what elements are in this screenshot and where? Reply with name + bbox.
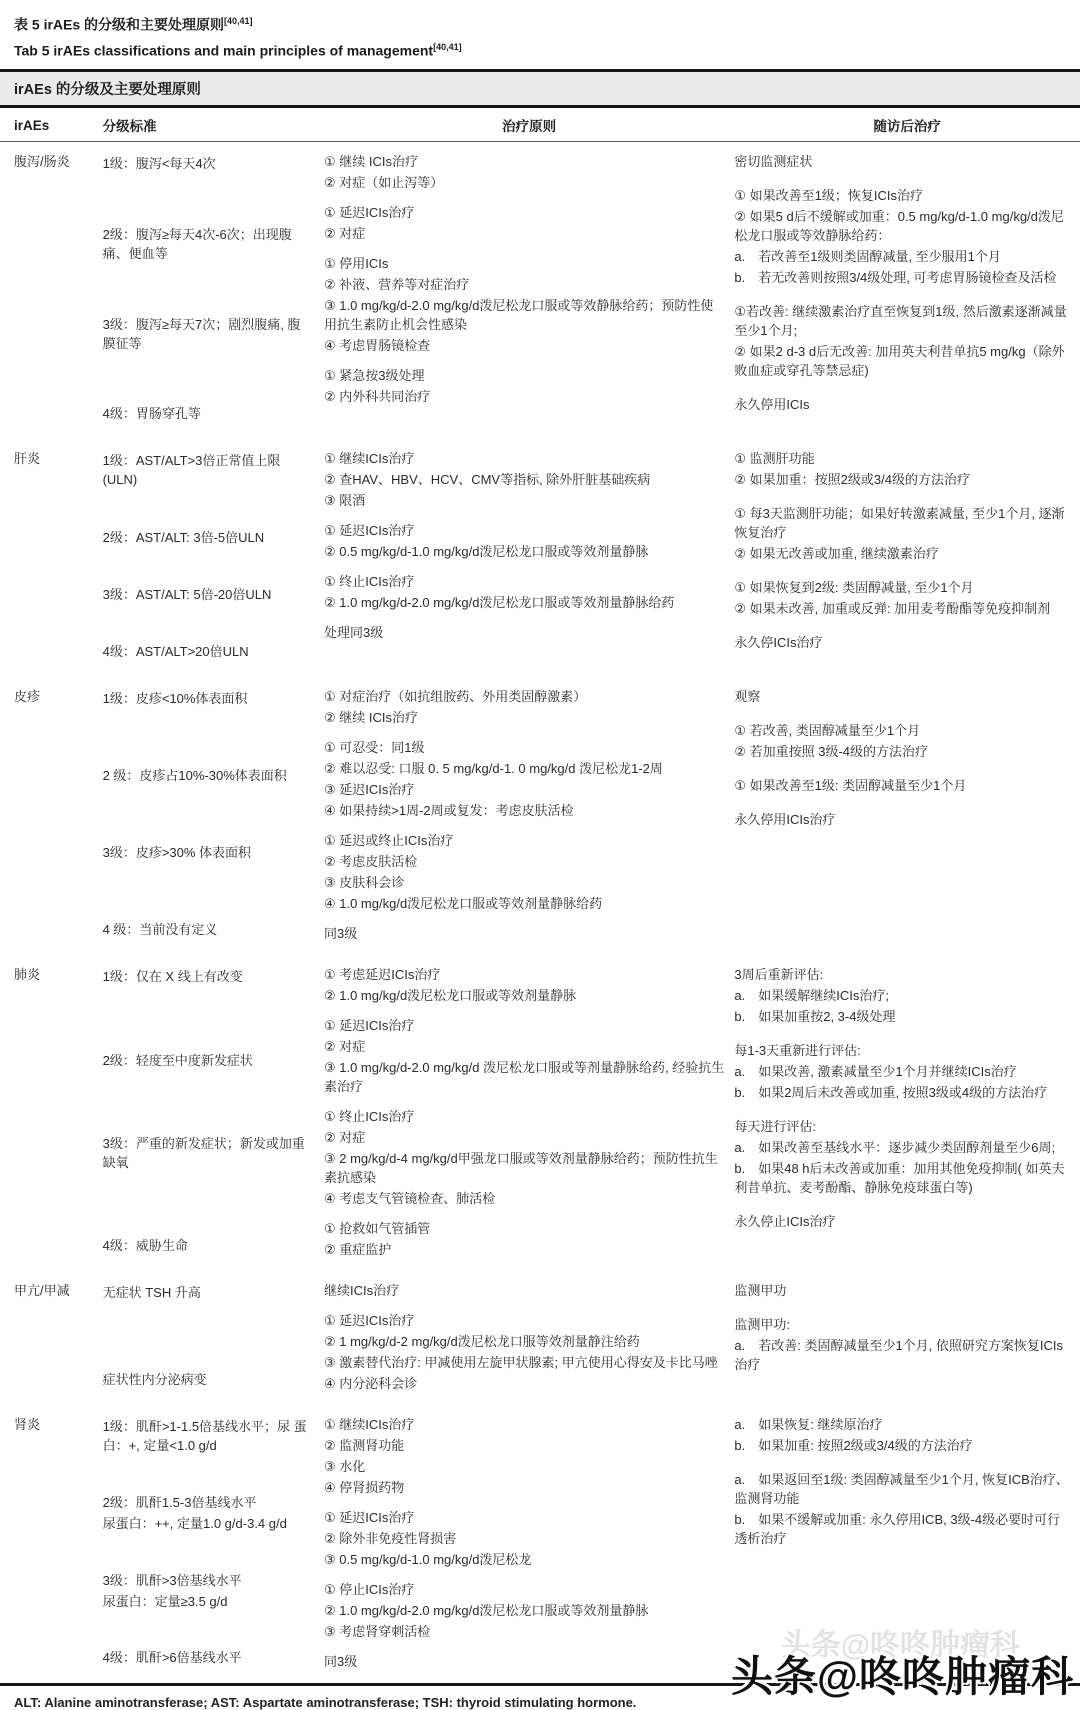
treatment-cell [324,677,734,955]
irae-table [0,108,1080,1686]
text-line: ④ 内分泌科会诊 [323,1376,418,1392]
grade-block [324,1281,724,1300]
text-line: ③ 皮肤科会诊 [323,875,405,891]
caption-zh-text: 表 5 irAEs 的分级和主要处理原则 [14,16,225,33]
grade-block [734,1117,1070,1197]
caption-zh [14,10,1066,36]
text-line: 1级：肌酐>1-1.5倍基线水平；尿 蛋白：+, 定量<1.0 g/d [102,1419,307,1454]
text-line: 观察 [734,689,761,705]
text-line: 永久停止ICIs治疗 [734,1214,836,1230]
grade-block [734,1281,1070,1300]
text-line: ④ 如果持续>1周-2周或复发：考虑皮肤活检 [323,803,574,819]
treatment-cell [324,1405,734,1685]
text-line: 密切监测症状 [734,154,813,170]
text-line: ② 考虑皮肤活检 [323,854,418,870]
treatment-cell [324,1271,734,1405]
grade-block [103,843,312,864]
text-line: 4级：胃肠穿孔等 [102,406,201,422]
grade-block [103,585,312,606]
text-line: ① 如果恢复到2级: 类固醇减量, 至少1个月 [734,580,974,596]
irae-row [0,1271,1080,1405]
grade-block [734,1415,1070,1455]
grade-block [324,152,724,192]
text-line: ④ 考虑胃肠镜检查 [323,338,431,354]
grade-block [324,1415,724,1497]
table-banner [0,69,1080,108]
text-line: ④ 停肾损药物 [323,1480,405,1496]
grade-block [734,1041,1070,1102]
text-line: ③ 1.0 mg/kg/d-2.0 mg/kg/d泼尼松龙口服或等效静脉给药；预防性使用抗生素防止机会性感染 [323,298,714,333]
grade-block [103,920,312,941]
text-line: 无症状 TSH 升高 [102,1285,201,1301]
text-line: ② 重症监护 [323,1242,392,1258]
grade-block [324,203,724,243]
text-line: a. 如果改善至基线水平：逐步减少类固醇剂量至少6周; [734,1140,1056,1156]
criteria-cell [103,1271,324,1405]
text-line: ① 停止ICIs治疗 [323,1582,415,1598]
text-line: ③ 延迟ICIs治疗 [323,782,415,798]
text-line: b. 如果2周后未改善或加重, 按照3级或4级的方法治疗 [734,1085,1048,1101]
text-line: ① 每3天监测肝功能；如果好转激素减量, 至少1个月, 逐渐恢复治疗 [734,506,1065,541]
grade-block [324,831,724,913]
grade-block [103,1283,312,1304]
text-line: ② 1.0 mg/kg/d-2.0 mg/kg/d泼尼松龙口服或等效剂量静脉给药 [323,595,675,611]
text-line: 2级：AST/ALT: 3倍-5倍ULN [102,529,265,545]
text-line: 1级：仅在 X 线上有改变 [102,969,243,985]
table-header [0,108,1080,142]
text-line: ① 考虑延迟ICIs治疗 [323,967,441,983]
text-line: ③ 水化 [323,1459,366,1475]
grade-block [103,451,312,491]
grade-block [103,1370,312,1391]
caption-en-ref: [40,41] [433,41,462,52]
followup-cell [734,142,1080,440]
irae-row [0,142,1080,440]
text-line: 2 级：皮疹占10%-30%体表面积 [102,768,287,784]
table-caption [0,10,1080,61]
text-line: ② 如果无改善或加重, 继续激素治疗 [734,546,939,562]
caption-en [14,36,1066,62]
irae-name: 肺炎 [14,967,41,983]
text-line: ① 延迟ICIs治疗 [323,1313,415,1329]
grade-block [734,965,1070,1026]
text-line: 同3级 [323,926,358,942]
text-line: 继续ICIs治疗 [323,1283,400,1299]
text-line: 监测甲功 [734,1283,787,1299]
grade-block [324,449,724,510]
text-line: 2级：肌酐1.5-3倍基线水平 [102,1494,257,1510]
grade-block [103,1417,312,1457]
grade-block [103,528,312,549]
text-line: b. 如果加重: 按照2级或3/4级的方法治疗 [734,1438,973,1454]
criteria-cell [103,439,324,677]
text-line: ② 查HAV、HBV、HCV、CMV等指标, 除外肝脏基础疾病 [323,472,651,488]
text-line: 症状性内分泌病变 [102,1372,207,1388]
text-line: a. 若改善: 类固醇减量至少1个月, 依照研究方案恢复ICIs治疗 [734,1338,1064,1373]
irae-name: 肾炎 [14,1417,41,1433]
text-line: 监测甲功: [734,1317,790,1333]
text-line: ① 对症治疗（如抗组胺药、外用类固醇激素） [323,689,587,705]
text-line: ① 继续 ICIs治疗 [323,154,418,170]
column-header-criteria: 分级标准 [103,108,324,142]
grade-block [103,1236,312,1257]
text-line: ② 1.0 mg/kg/d-2.0 mg/kg/d泼尼松龙口服或等效剂量静脉 [323,1603,649,1619]
irae-row [0,677,1080,955]
grade-block [734,152,1070,171]
followup-cell [734,955,1080,1271]
irae-name: 腹泻/肠炎 [14,154,70,170]
text-line: ② 如果加重：按照2级或3/4级的方法治疗 [734,472,970,488]
grade-block [324,254,724,355]
table-body [0,142,1080,1685]
followup-cell [734,1271,1080,1405]
grade-block [734,395,1070,414]
text-line: ① 延迟或终止ICIs治疗 [323,833,454,849]
column-header-followup: 随访后治疗 [734,108,1080,142]
grade-block [734,633,1070,652]
grade-block [734,302,1070,380]
text-line: b. 如果不缓解或加重: 永久停用ICB, 3级-4级必要时可行透析治疗 [734,1512,1061,1547]
grade-block [103,1134,312,1174]
text-line: a. 如果恢复: 继续原治疗 [734,1417,883,1433]
grade-block [734,578,1070,618]
text-line: a. 如果改善, 激素减量至少1个月并继续ICIs治疗 [734,1064,1017,1080]
text-line: 尿蛋白：++, 定量1.0 g/d-3.4 g/d [102,1515,287,1531]
grade-block [734,1315,1070,1374]
criteria-cell [103,142,324,440]
text-line: ① 若改善, 类固醇减量至少1个月 [734,723,921,739]
grade-block [324,965,724,1005]
grade-block [103,967,312,988]
text-line: 2级：腹泻≥每天4次-6次；出现腹痛、便血等 [102,226,292,261]
text-line: ② 对症 [323,1130,366,1146]
text-line: ① 延迟ICIs治疗 [323,1018,415,1034]
text-line: ① 紧急按3级处理 [323,368,425,384]
grade-block [324,738,724,820]
grade-block [734,776,1070,795]
text-line: ② 对症 [323,226,366,242]
text-line: ② 继续 ICIs治疗 [323,710,418,726]
text-line: b. 如果48 h后未改善或加重：加用其他免疫抑制( 如英夫利昔单抗、麦考酚酯、静脉免疫球蛋白等) [734,1161,1065,1196]
text-line: 3级：严重的新发症状；新发或加重缺氧 [102,1135,305,1170]
grade-block [324,1219,724,1259]
grade-block [324,1508,724,1569]
grade-block [324,1016,724,1096]
text-line: ① 可忍受：同1级 [323,740,425,756]
text-line: 3级：皮疹>30% 体表面积 [102,845,252,861]
grade-block [324,623,724,642]
text-line: ② 0.5 mg/kg/d-1.0 mg/kg/d泼尼松龙口服或等效剂量静脉 [323,544,649,560]
text-line: ② 难以忍受: 口服 0. 5 mg/kg/d-1. 0 mg/kg/d 泼尼松龙1-2周 [323,761,663,777]
text-line: 每1-3天重新进行评估: [734,1043,861,1059]
grade-block [324,366,724,406]
irae-name: 甲亢/甲减 [14,1283,70,1299]
text-line: ② 除外非免疫性肾损害 [323,1531,457,1547]
text-line: 尿蛋白：定量≥3.5 g/d [102,1593,228,1609]
criteria-cell [103,955,324,1271]
text-line: ① 延迟ICIs治疗 [323,523,415,539]
text-line: ② 对症（如止泻等） [323,175,444,191]
irae-name: 肝炎 [14,451,41,467]
text-line: ① 终止ICIs治疗 [323,1109,415,1125]
criteria-cell [103,677,324,955]
grade-block [103,1051,312,1072]
text-line: 3级：肌酐>3倍基线水平 [102,1572,242,1588]
irae-row [0,955,1080,1271]
grade-block [103,404,312,425]
text-line: ① 停用ICIs [323,256,389,272]
text-line: 永久停用ICIs治疗 [734,812,836,828]
grade-block [324,687,724,727]
text-line: 4级：AST/ALT>20倍ULN [102,644,249,660]
text-line: ② 补液、营养等对症治疗 [323,277,470,293]
grade-block [103,315,312,355]
text-line: a. 若改善至1级则类固醇减量, 至少服用1个月 [734,249,1001,265]
criteria-cell [103,1405,324,1685]
grade-block [103,642,312,663]
grade-block [324,572,724,612]
text-line: ② 1.0 mg/kg/d泼尼松龙口服或等效剂量静脉 [323,988,577,1004]
text-line: ① 继续ICIs治疗 [323,1417,415,1433]
text-line: ③ 1.0 mg/kg/d-2.0 mg/kg/d 泼尼松龙口服或等剂量静脉给药, 经验抗生素治疗 [323,1060,725,1095]
text-line: ② 监测肾功能 [323,1438,405,1454]
abbreviation-footnote: ALT: Alanine aminotransferase; AST: Aspartate aminotransferase; TSH: thyroid stimulating hormone. [14,1695,637,1710]
text-line: ① 如果改善至1级；恢复ICIs治疗 [734,188,923,204]
text-line: 永久停用ICIs [734,397,810,413]
grade-block [103,1493,312,1535]
text-line: b. 如果加重按2, 3-4级处理 [734,1009,896,1025]
grade-block [324,521,724,561]
text-line: 2级：轻度至中度新发症状 [102,1052,253,1068]
grade-block [734,1470,1070,1548]
text-line: ① 继续ICIs治疗 [323,451,415,467]
grade-block [734,810,1070,829]
grade-block [103,1571,312,1613]
text-line: ① 监测肝功能 [734,451,815,467]
irae-row [0,439,1080,677]
treatment-cell [324,439,734,677]
text-line: ④ 考虑支气管镜检查、肺活检 [323,1191,496,1207]
text-line: ③ 0.5 mg/kg/d-1.0 mg/kg/d泼尼松龙 [323,1552,532,1568]
followup-cell [734,677,1080,955]
text-line: ①若改善: 继续激素治疗直至恢复到1级, 然后激素逐渐减量至少1个月; [734,304,1067,339]
grade-block [734,721,1070,761]
text-line: a. 如果缓解继续ICIs治疗; [734,988,889,1004]
grade-block [734,449,1070,489]
column-header-treatment: 治疗原则 [324,108,734,142]
text-line: 1级：腹泻<每天4次 [102,156,216,172]
text-line: ② 如果未改善, 加重或反弹: 加用麦考酚酯等免疫抑制剂 [734,601,1051,617]
grade-block [324,1652,724,1671]
text-line: ④ 1.0 mg/kg/d泼尼松龙口服或等效剂量静脉给药 [323,896,603,912]
text-line: ③ 限酒 [323,493,366,509]
grade-block [103,766,312,787]
text-line: ② 1 mg/kg/d-2 mg/kg/d泼尼松龙口服等效剂量静注给药 [323,1334,640,1350]
text-line: 同3级 [323,1654,358,1670]
text-line: ① 延迟ICIs治疗 [323,1510,415,1526]
grade-block [324,1580,724,1641]
text-line: ③ 2 mg/kg/d-4 mg/kg/d甲强龙口服或等效剂量静脉给药；预防性抗生素抗感染 [323,1151,718,1186]
text-line: b. 若无改善则按照3/4级处理, 可考虑胃肠镜检查及活检 [734,270,1057,286]
treatment-cell [324,955,734,1271]
caption-en-text: Tab 5 irAEs classifications and main principles of management [14,42,434,59]
column-header-irae: irAEs [0,108,103,142]
text-line: ② 内外科共同治疗 [323,389,431,405]
text-line: 4级：肌酐>6倍基线水平 [102,1650,242,1666]
text-line: 3周后重新评估: [734,967,824,983]
text-line: ② 对症 [323,1039,366,1055]
grade-block [103,689,312,710]
text-line: 每天进行评估: [734,1119,816,1135]
text-line: ① 延迟ICIs治疗 [323,205,415,221]
text-line: 3级：腹泻≥每天7次；剧烈腹痛, 腹膜征等 [102,316,301,351]
text-line: 1级：AST/ALT>3倍正常值上限 (ULN) [102,453,281,488]
grade-block [734,1212,1070,1231]
text-line: ① 抢救如气管插管 [323,1221,431,1237]
grade-block [324,924,724,943]
grade-block [103,225,312,265]
text-line: 处理同3级 [323,625,384,641]
grade-block [103,1648,312,1669]
text-line: a. 如果返回至1级: 类固醇减量至少1个月, 恢复ICB治疗、监测肾功能 [734,1472,1069,1507]
text-line: 4 级：当前没有定义 [102,922,218,938]
text-line: ③ 考虑肾穿刺活检 [323,1624,431,1640]
text-line: ① 如果改善至1级: 类固醇减量至少1个月 [734,778,967,794]
caption-zh-ref: [40,41] [224,16,253,26]
irae-name: 皮疹 [14,689,41,705]
watermark: 头条@咚咚肿瘤科 [731,1653,1074,1701]
text-line: 永久停ICIs治疗 [734,635,823,651]
treatment-cell [324,142,734,440]
text-line: ③ 激素替代治疗: 甲减使用左旋甲状腺素; 甲亢使用心得安及卡比马唑 [323,1355,718,1371]
grade-block [324,1311,724,1393]
followup-cell [734,439,1080,677]
watermark-ghost: 头条@咚咚肿瘤科 [780,1629,1020,1663]
text-line: 4级：威胁生命 [102,1238,188,1254]
grade-block [103,154,312,175]
grade-block [734,687,1070,706]
text-line: 1级：皮疹<10%体表面积 [102,691,248,707]
text-line: ② 如果5 d后不缓解或加重：0.5 mg/kg/d-1.0 mg/kg/d泼尼松龙口服或等效静脉给药： [734,209,1064,244]
text-line: ② 若加重按照 3级-4级的方法治疗 [734,744,929,760]
grade-block [734,504,1070,563]
text-line: ① 终止ICIs治疗 [323,574,415,590]
table-banner-title: irAEs 的分级及主要处理原则 [14,82,201,99]
grade-block [324,1107,724,1208]
text-line: 3级：AST/ALT: 5倍-20倍ULN [102,586,272,602]
text-line: ② 如果2 d-3 d后无改善: 加用英夫利昔单抗5 mg/kg（除外败血症或穿孔等禁忌症) [734,344,1065,379]
grade-block [734,186,1070,287]
